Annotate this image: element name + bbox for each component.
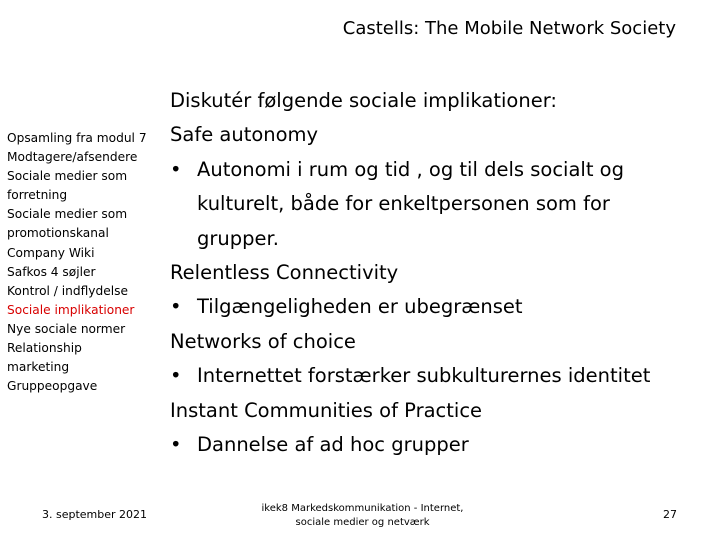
slide-title: Castells: The Mobile Network Society [342, 18, 676, 39]
footer-course-line-2: sociale medier og netværk [295, 517, 430, 528]
sidebar-item-forretning: Sociale medier som forretning [7, 169, 128, 203]
sidebar-item-sociale-normer: Nye sociale normer [7, 321, 126, 336]
bullet-text-subkulturer: Internettet forstærker subkulturernes identitet [197, 364, 651, 388]
bullet-dot: • [170, 157, 182, 181]
section-heading-instant-communities: Instant Communities of Practice [170, 398, 483, 422]
bullet-text-autonomi: Autonomi i rum og tid , og til dels socialt og kulturelt, både for enkeltpersonen som for grupper. [197, 157, 624, 250]
main-content [170, 84, 710, 462]
bullet-dot: • [170, 295, 182, 319]
bullet-text-ad-hoc-grupper: Dannelse af ad hoc grupper [197, 433, 469, 457]
bullet-text-tilgaengelighed: Tilgængeligheden er ubegrænset [197, 295, 523, 319]
footer-course-line-1: ikek8 Markedskommunikation - Internet, [261, 503, 464, 514]
intro-text: Diskutér følgende sociale implikationer: [170, 89, 557, 112]
sidebar-agenda [7, 129, 162, 396]
footer-course [245, 502, 480, 530]
bullet-dot: • [170, 364, 182, 388]
sidebar-item-modtagere: Modtagere/afsendere [7, 150, 138, 165]
bullet-item [170, 428, 710, 462]
sidebar-item-promotionskanal: Sociale medier som promotionskanal [7, 207, 128, 241]
sidebar-item-relationship-marketing: Relationship marketing [7, 341, 82, 375]
sidebar-item-gruppeopgave: Gruppeopgave [7, 379, 98, 394]
section-heading-relentless-connectivity: Relentless Connectivity [170, 261, 399, 285]
footer-date: 3. september 2021 [42, 508, 148, 521]
sidebar-item-opsamling: Opsamling fra modul 7 [7, 131, 147, 145]
section-heading-networks-of-choice: Networks of choice [170, 329, 356, 353]
sidebar-item-kontrol: Kontrol / indflydelse [7, 283, 128, 298]
page-number: 27 [663, 508, 677, 521]
bullet-item [170, 290, 710, 324]
sidebar-item-company-wiki: Company Wiki [7, 245, 95, 260]
sidebar-item-sociale-implikationer: Sociale implikationer [7, 302, 135, 317]
bullet-item [170, 153, 647, 256]
bullet-dot: • [170, 433, 182, 457]
bullet-item [170, 359, 710, 393]
sidebar-item-safko: Safkos 4 søjler [7, 264, 96, 279]
section-heading-safe-autonomy: Safe autonomy [170, 123, 319, 147]
